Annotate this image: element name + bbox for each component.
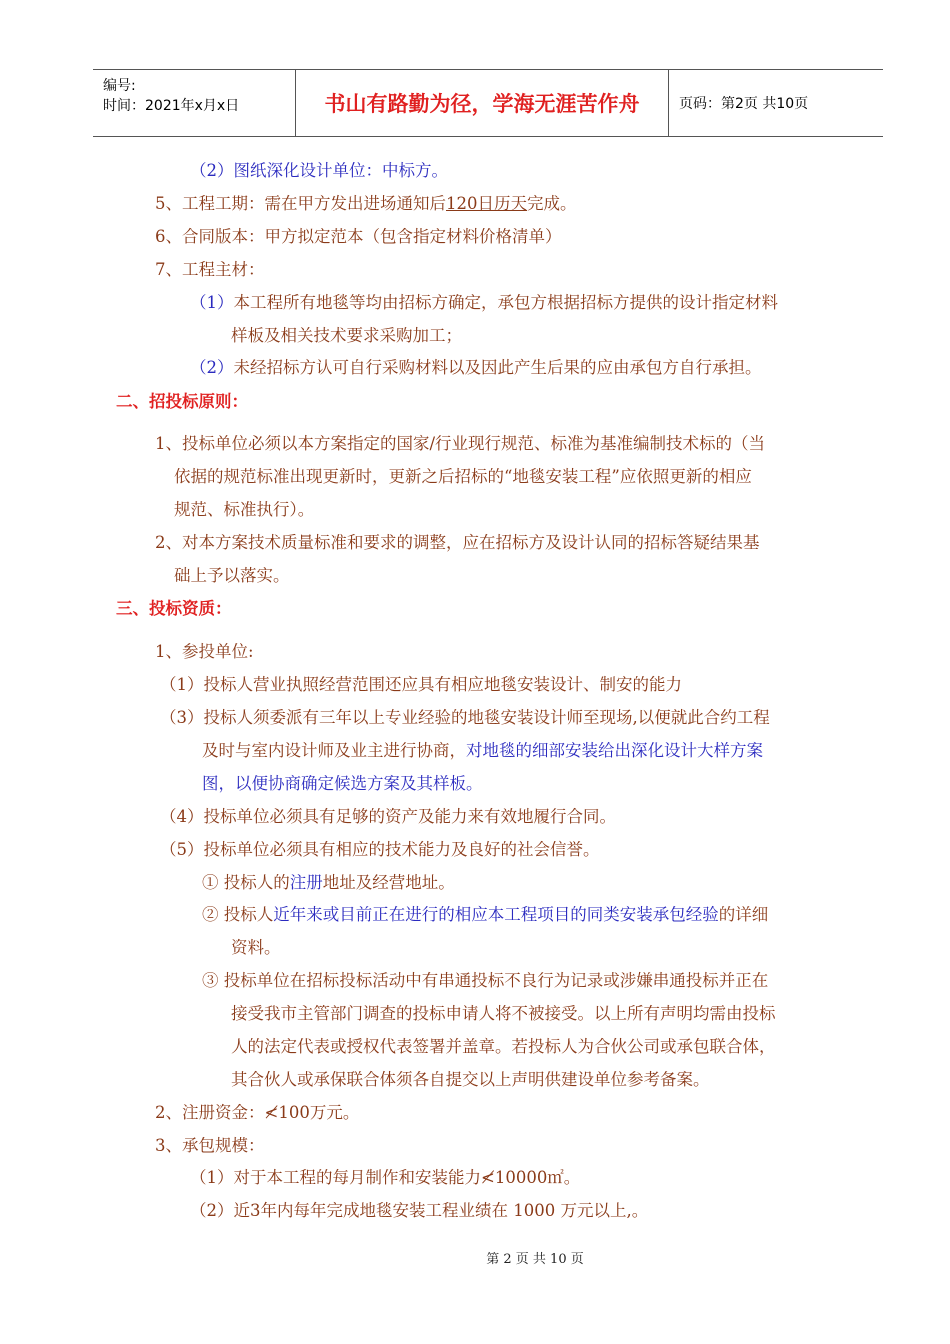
text-line: 3、承包规模： <box>155 1136 265 1155</box>
text-line: 人的法定代表或授权代表签署并盖章。若投标人为合伙公司或承包联合体， <box>231 1037 776 1056</box>
text-line: 及时与室内设计师及业主进行协商，对地毯的细部安装给出深化设计大样方案 <box>202 741 763 760</box>
header-page-label: 页码：第2页 共10页 <box>679 96 809 112</box>
time-label: 时间：2021年x月x日 <box>103 98 240 114</box>
text-line: ② 投标人近年来或目前正在进行的相应本工程项目的同类安装承包经验的详细 <box>202 905 769 924</box>
text-line: 其合伙人或承保联合体须各自提交以上声明供建设单位参考备案。 <box>231 1070 710 1089</box>
text-line: 样板及相关技术要求采购加工； <box>231 326 462 345</box>
text-line: ③ 投标单位在招标投标活动中有串通投标不良行为记录或涉嫌串通投标并正在 <box>202 971 769 990</box>
text-line: （4）投标单位必须具有足够的资产及能力来有效地履行合同。 <box>160 807 616 826</box>
header-motto: 书山有路勤为径，学海无涯苦作舟 <box>296 70 669 136</box>
text-line: 图，以便协商确定候选方案及其样板。 <box>202 774 483 793</box>
page-header <box>93 69 883 137</box>
text-line: （2）近3年内每年完成地毯安装工程业绩在 1000 万元以上,。 <box>190 1201 649 1220</box>
text-line: 7、工程主材： <box>155 260 265 279</box>
underlined-duration: 120日历天 <box>446 194 527 213</box>
text-line: ① 投标人的注册地址及经营地址。 <box>202 873 455 892</box>
text-line: （1）对于本工程的每月制作和安装能力≮10000㎡。 <box>190 1168 581 1187</box>
header-meta <box>93 70 296 136</box>
text-line: 2、对本方案技术质量标准和要求的调整，应在招标方及设计认同的招标答疑结果基 <box>155 533 760 552</box>
text-line: （5）投标单位必须具有相应的技术能力及良好的社会信誉。 <box>160 840 600 859</box>
page-footer <box>0 1248 950 1267</box>
text-line: 6、合同版本：甲方拟定范本（包含指定材料价格清单） <box>155 227 562 246</box>
text-line: 1、投标单位必须以本方案指定的国家/行业现行规范、标准为基准编制技术标的（当 <box>155 434 766 453</box>
text-line: 资料。 <box>231 938 281 957</box>
text-line: 依据的规范标准出现更新时，更新之后招标的“地毯安装工程”应依照更新的相应 <box>174 467 752 486</box>
text-line: 规范、标准执行）。 <box>174 500 315 519</box>
text-line: 2、注册资金：≮100万元。 <box>155 1103 360 1122</box>
section-heading: 三、投标资质： <box>116 599 232 618</box>
text-line: （2）图纸深化设计单位：中标方。 <box>190 161 448 180</box>
text-line: （1）本工程所有地毯等均由招标方确定，承包方根据招标方提供的设计指定材料 <box>190 293 778 312</box>
footer-page-number: 第 2 页 共 10 页 <box>486 1252 584 1267</box>
text-line: （3）投标人须委派有三年以上专业经验的地毯安装设计师至现场,以便就此合约工程 <box>160 708 770 727</box>
text-line: 5、工程工期：需在甲方发出进场通知后120日历天完成。 <box>155 194 577 213</box>
number-label: 编号: <box>103 78 136 94</box>
text-line: （1）投标人营业执照经营范围还应具有相应地毯安装设计、制安的能力 <box>160 675 682 694</box>
text-line: 接受我市主管部门调查的投标申请人将不被接受。以上所有声明均需由投标 <box>231 1004 776 1023</box>
text-line: 1、参投单位: <box>155 642 254 661</box>
text-line: 础上予以落实。 <box>174 566 290 585</box>
text-line: （2）未经招标方认可自行采购材料以及因此产生后果的应由承包方自行承担。 <box>190 358 762 377</box>
section-heading: 二、招投标原则： <box>116 392 248 411</box>
